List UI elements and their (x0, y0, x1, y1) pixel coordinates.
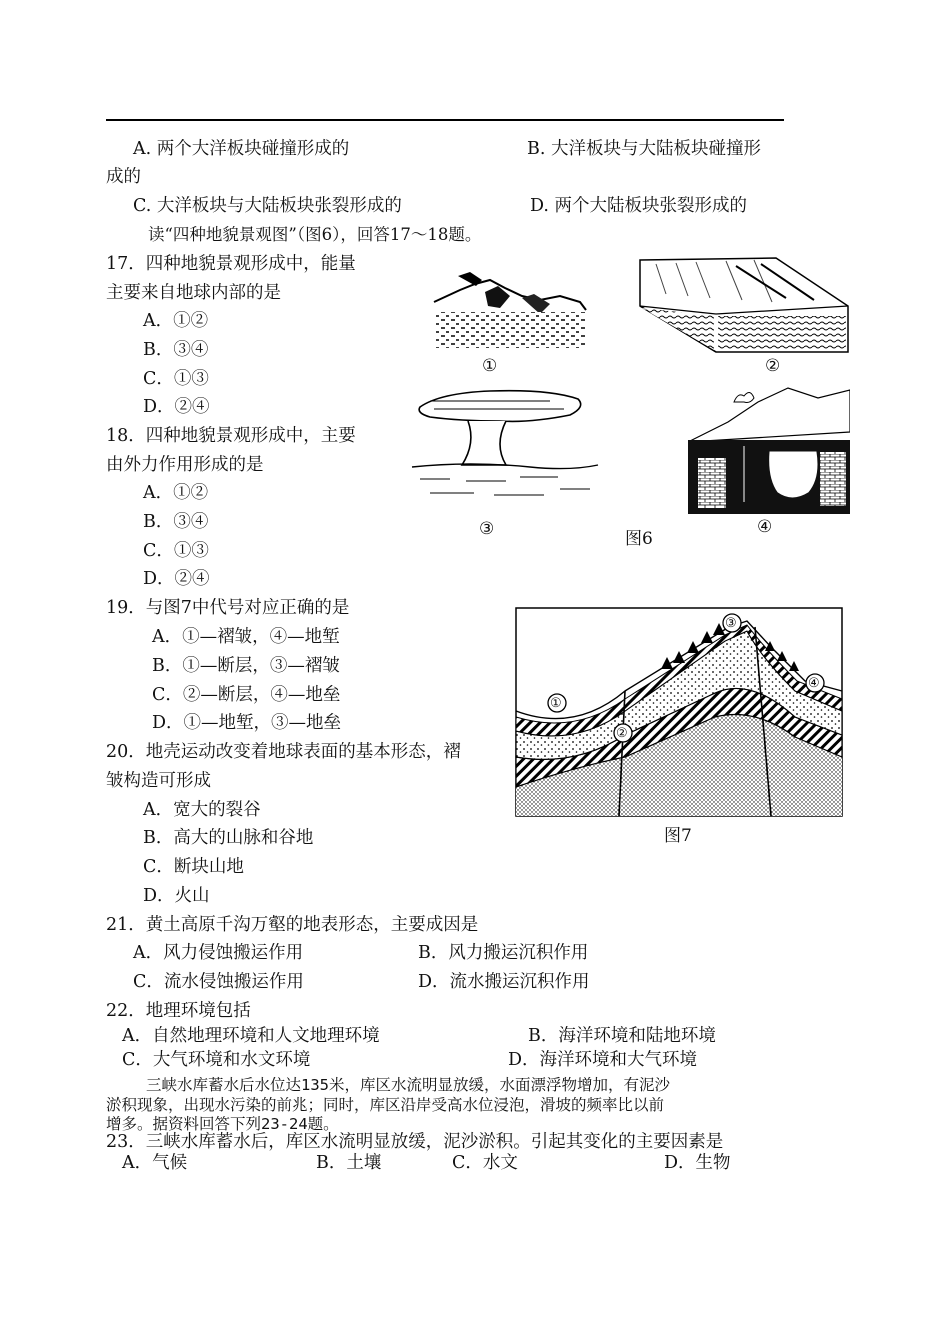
q19-stem: 19．与图7中代号对应正确的是 (106, 598, 350, 618)
q17-option-a: A．①② (143, 311, 209, 331)
q17-option-c: C．①③ (143, 369, 209, 389)
q20-option-d: D．火山 (143, 886, 210, 906)
q22-option-b: B．海洋环境和陆地环境 (528, 1026, 716, 1046)
q21-option-c: C．流水侵蚀搬运作用 (133, 972, 304, 992)
q19-option-a: A．①—褶皱，④—地堑 (152, 627, 340, 647)
q16-option-c: C. 大洋板块与大陆板块张裂形成的 (133, 196, 402, 216)
q17-option-d: D．②④ (143, 397, 210, 417)
passage-line-2: 淤积现象，出现水污染的前兆；同时，库区沿岸受高水位浸泡，滑坡的频率比以前 (106, 1096, 665, 1114)
fig6-intro: 读“四种地貌景观图”（图6），回答17～18题。 (148, 225, 482, 244)
q22-option-c: C．大气环境和水文环境 (122, 1050, 311, 1070)
q18-option-b: B．③④ (143, 512, 209, 532)
q20-option-a: A．宽大的裂谷 (143, 800, 261, 820)
fig6-label-4: ④ (757, 517, 773, 537)
fig6-sketch-3-mushroom-rock (410, 385, 600, 517)
q23-option-b: B．土壤 (316, 1153, 382, 1173)
q22-stem: 22．地理环境包括 (106, 1001, 251, 1021)
fig6-label-2: ② (765, 356, 781, 376)
q16-option-b-cont: 成的 (106, 167, 141, 187)
q18-option-d: D．②④ (143, 569, 210, 589)
header-rule (106, 119, 784, 121)
q22-option-d: D．海洋环境和大气环境 (508, 1050, 698, 1070)
fig7-caption: 图7 (664, 826, 692, 846)
q21-option-b: B．风力搬运沉积作用 (418, 943, 589, 963)
fig7-label-4: ④ (808, 676, 820, 691)
q17-stem-2: 主要来自地球内部的是 (106, 283, 281, 303)
q18-option-c: C．①③ (143, 541, 209, 561)
q23-option-c: C．水文 (452, 1153, 518, 1173)
q19-option-c: C．②—断层，④—地垒 (152, 685, 341, 705)
fig7-fold-fault-diagram (515, 607, 843, 817)
q23-option-a: A．气候 (122, 1153, 188, 1173)
q18-stem-2: 由外力作用形成的是 (106, 455, 264, 475)
q16-option-d: D. 两个大陆板块张裂形成的 (530, 196, 748, 216)
q17-stem-1: 17．四种地貌景观形成中，能量 (106, 254, 356, 274)
q23-option-d: D．生物 (664, 1153, 731, 1173)
q16-option-a: A. 两个大洋板块碰撞形成的 (133, 139, 350, 159)
fig7-label-2: ② (616, 726, 628, 741)
fig6-sketch-2-fault-block (636, 254, 850, 356)
q23-stem: 23．三峡水库蓄水后，库区水流明显放缓，泥沙淤积。引起其变化的主要因素是 (106, 1132, 724, 1152)
q22-option-a: A．自然地理环境和人文地理环境 (122, 1026, 380, 1046)
passage-line-3: 增多。据资料回答下列23-24题。 (106, 1115, 339, 1133)
q20-option-c: C．断块山地 (143, 857, 244, 877)
q21-stem: 21．黄土高原千沟万壑的地表形态，主要成因是 (106, 915, 479, 935)
q19-option-b: B．①—断层，③—褶皱 (152, 656, 340, 676)
fig7-label-1: ① (550, 696, 562, 711)
fig6-caption: 图6 (625, 529, 653, 549)
q20-stem-2: 皱构造可形成 (106, 771, 211, 791)
q20-option-b: B．高大的山脉和谷地 (143, 828, 314, 848)
q18-stem-1: 18．四种地貌景观形成中，主要 (106, 426, 356, 446)
fig6-sketch-4-karst-cave (688, 382, 850, 514)
fig6-label-3: ③ (479, 519, 495, 539)
passage-line-1: 三峡水库蓄水后水位达135米，库区水流明显放缓，水面漂浮物增加，有泥沙 (146, 1076, 670, 1094)
fig6-sketch-1-volcanic-hills (430, 262, 590, 354)
q19-option-d: D．①—地堑，③—地垒 (152, 713, 342, 733)
q21-option-d: D．流水搬运沉积作用 (418, 972, 590, 992)
q20-stem-1: 20．地壳运动改变着地球表面的基本形态，褶 (106, 742, 461, 762)
fig6-label-1: ① (482, 356, 498, 376)
q21-option-a: A．风力侵蚀搬运作用 (133, 943, 304, 963)
fig7-label-3: ③ (725, 616, 737, 631)
q16-option-b: B. 大洋板块与大陆板块碰撞形 (527, 139, 761, 159)
q18-option-a: A．①② (143, 483, 209, 503)
q17-option-b: B．③④ (143, 340, 209, 360)
